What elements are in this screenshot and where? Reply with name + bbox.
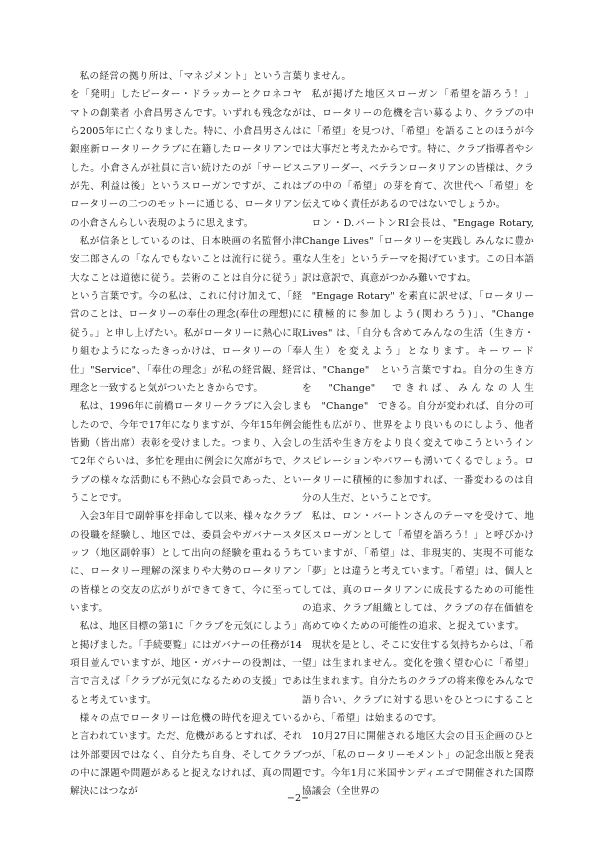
paragraph: 現状を是とし、そこに安住する気持ちからは、「希望」は生まれません。変化を強く望む心に「希望」は生まれます。自分たちのクラブの将来像をみんなで語り合い、クラブに対する思いをひとつにすることから、「希望」は始まるのです。 [302, 639, 534, 725]
paragraph: 私は、地区目標の第1に「クラブを元気にしよう」と掲げました。「手続要覧」にはガバナーの任務が14項目並んでいますが、地区・ガバナーの役割は、一言で言えば「クラブが元気になるための支援」であると考えています。 [70, 621, 302, 706]
paragraph: ロン・D.バートンRI会長は、"Engage Rotary, Change Lives"「ロータリーを実践し みんなに豊かな人生を」というテーマを掲げています。この日本語訳は意訳で、真意がつかみ難いですね。 [302, 217, 534, 284]
paragraph: 入会3年目で副幹事を拝命して以来、様々なクラブの役職を経験し、地区では、委員会やガバナースタッフ（地区副幹事）として出向の経験を重ねるうちに、ロータリー理解の深まりや大勢のロータリアンの皆様との交友の広がりができてきて、今に至っています。 [70, 511, 302, 614]
paragraph-continued: りません。 [302, 71, 352, 82]
paragraph: "Engage Rotary" を素直に訳せば、「ロータリーに積極的に参加しよう(関わろう)」、"Change Lives" は、「自分も含めてみんなの生活（生き方・人生）を変えよう」となります。キーワードは、"Change" という言葉ですね。自分の生き方を "Change" できれば、みんなの人生も "Change" できる。自分が変われば、自分の可能性も広がり、世界をより良いものにしよう、他者の生活や生き方をより良く変えてゆこうというインスピレーションやパワーも湧いてくるでしょう。ロータリーに積極的に参加すれば、一番変わるのは自分の人生だ、ということです。 [302, 291, 534, 504]
page-number: −2− [286, 793, 310, 804]
left-column [70, 68, 302, 802]
paragraph: 私が信条としているのは、日本映画の名監督小津安二郎さんの「なんでもないことは流行に従う。重大なことは道徳に従う。芸術のことは自分に従う」という言葉です。今の私は、これに付け加えて、「経営のことは、ロータリーの奉仕の理念(奉仕の理想)に従う。」と申し上げたい。私がロータリーに熱心に取り組むようになったきっかけは、ロータリーの「奉仕」"Service"、「奉仕の理念」が私の経営観、経営理念と一致すると気がついたときからです。 [70, 236, 302, 394]
paragraph: 私は、ロン・バートンさんのテーマを受けて、地区スローガンとして「希望を語ろう！」と呼びかけていますが、「希望」は、非現実的、実現不可能な「夢」とは違うと考えています。「希望」は、個人としては、真のロータリアンに成長するための可能性の追求、クラブ組織としては、クラブの存在価値を高めてゆくための可能性の追求、と捉えています。 [302, 511, 534, 633]
paragraph: 私が掲げた地区スローガン「希望を語ろう！」は、ロータリーの危機を言い募るより、クラブの中に「希望」を見つけ、「希望」を語ることのほうが今は大事だと考えたからです。特に、クラブ指導者やシニアリーダー、ベテランロータリアンの皆様は、クラブの中の「希望」の芽を育て、次世代へ「希望」を伝えてゆく責任があるのではないでしょうか。 [302, 89, 534, 211]
paragraph: 私は、1996年に前橋ロータリークラブに入会しましたので、今年で17年になりますが、今年15年例会皆勤（皆出席）表彰を受けました。つまり、入会して2年ぐらいは、多忙を理由に例会に欠席がちで、クラブの様々な活動にも不熱心な会員であった、ということです。 [70, 401, 302, 504]
paragraph: 私の経営の拠り所は、「マネジメント」という言葉を「発明」したピーター・ドラッカーとクロネコヤマトの創業者 小倉昌男さんです。いずれも残念ながら2005年に亡くなりました。特に、小倉昌男さんは銀座新ロータリークラブに在籍したロータリアンでした。小倉さんが社員に言い続けたのが「サービスが先、利益は後」というスローガンですが、これはロータリーの二つのモットーに通じる、ロータリアンの小倉さんらしい表現のように思えます。 [70, 71, 302, 229]
paragraph: 10月27日に開催される地区大会の目玉企画のひとつが、「私のロータリーモメント」の記念出版と発表です。今年1月に米国サンディエゴで開催された国際協議会（全世界の [302, 731, 534, 798]
paragraph: 様々の点でロータリーは危機の時代を迎えていると言われています。ただ、危機があるとすれば、それは外部要因ではなく、自分たち自身、そしてクラブの中に課題や問題があると捉えなければ、真の問題解決にはつなが [70, 713, 302, 798]
right-column [302, 68, 534, 802]
